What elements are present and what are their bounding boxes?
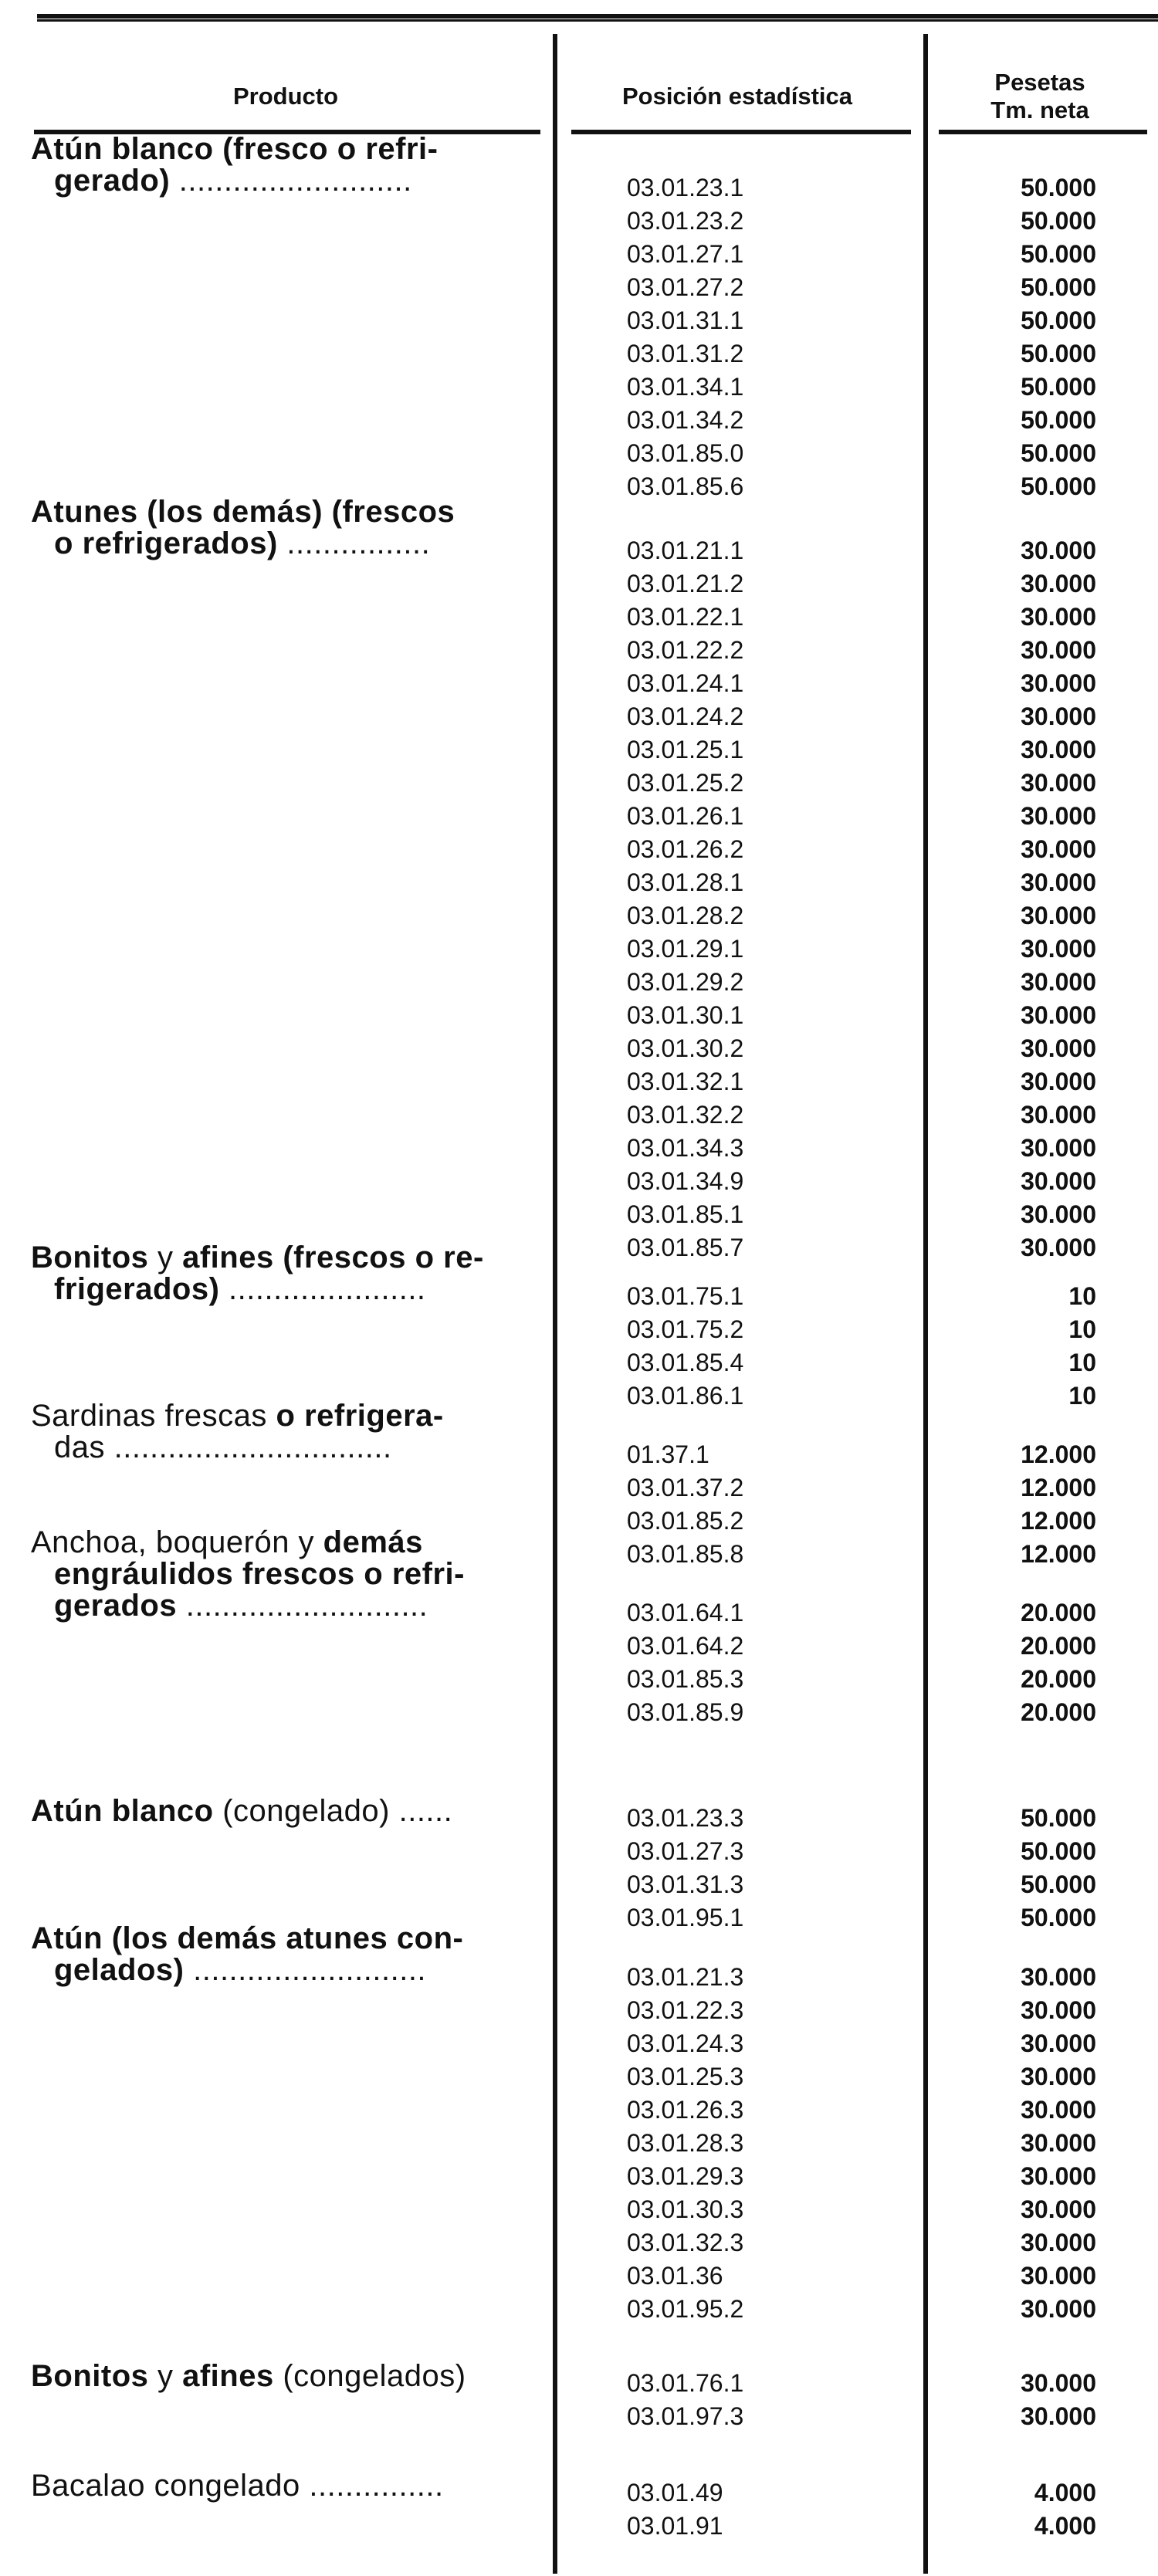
header-posicion (564, 54, 911, 139)
pesetas-value: 30.000 (1021, 1996, 1096, 2024)
product-name-line: frigerados) ...................... (54, 1272, 426, 1306)
pesetas-value: 50.000 (1021, 240, 1096, 268)
posicion-estadistica: 03.01.64.1 (627, 1599, 744, 1627)
pesetas-value: 30.000 (1021, 769, 1096, 797)
posicion-estadistica: 03.01.29.2 (627, 968, 744, 996)
posicion-estadistica: 03.01.85.9 (627, 1698, 744, 1726)
posicion-estadistica: 03.01.32.3 (627, 2229, 744, 2256)
pesetas-value: 12.000 (1021, 1507, 1096, 1535)
table-row (0, 171, 1158, 205)
pesetas-value: 20.000 (1021, 1599, 1096, 1627)
table-row (0, 1802, 1158, 1835)
header-posicion-label: Posición estadística (621, 83, 853, 110)
table-row (0, 833, 1158, 866)
top-double-rule (37, 14, 1158, 22)
table-row (0, 1313, 1158, 1346)
table-row (0, 1032, 1158, 1065)
posicion-estadistica: 01.37.1 (627, 1440, 709, 1468)
posicion-estadistica: 03.01.21.1 (627, 537, 744, 564)
table-row (0, 2260, 1158, 2293)
pesetas-value: 30.000 (1021, 1034, 1096, 1062)
pesetas-value: 50.000 (1021, 1904, 1096, 1931)
posicion-estadistica: 03.01.97.3 (627, 2402, 744, 2430)
product-name-line: Bonitos y afines (frescos o re- (31, 1241, 484, 1274)
table-row (0, 1663, 1158, 1696)
posicion-estadistica: 03.01.23.1 (627, 174, 744, 201)
pesetas-value: 50.000 (1021, 174, 1096, 201)
posicion-estadistica: 03.01.24.2 (627, 702, 744, 730)
pesetas-value: 50.000 (1021, 373, 1096, 401)
posicion-estadistica: 03.01.29.3 (627, 2162, 744, 2190)
table-row (0, 733, 1158, 767)
product-name-line: gelados) .......................... (54, 1953, 427, 1987)
pesetas-value: 30.000 (1021, 1963, 1096, 1991)
table-row (0, 1994, 1158, 2027)
table-row (0, 238, 1158, 271)
table-row (0, 205, 1158, 238)
pesetas-value: 30.000 (1021, 2029, 1096, 2057)
posicion-estadistica: 03.01.28.3 (627, 2129, 744, 2157)
pesetas-value: 30.000 (1021, 537, 1096, 564)
posicion-estadistica: 03.01.25.1 (627, 736, 744, 763)
header-pesetas (936, 54, 1144, 139)
posicion-estadistica: 03.01.85.8 (627, 1540, 744, 1568)
posicion-estadistica: 03.01.85.7 (627, 1234, 744, 1261)
table-row (0, 1346, 1158, 1379)
pesetas-value: 30.000 (1021, 902, 1096, 929)
table-row (0, 2160, 1158, 2193)
pesetas-value: 30.000 (1021, 2129, 1096, 2157)
posicion-estadistica: 03.01.32.1 (627, 1068, 744, 1095)
posicion-estadistica: 03.01.37.2 (627, 1474, 744, 1501)
pesetas-value: 50.000 (1021, 439, 1096, 467)
product-name-line: Bonitos y afines (congelados) (31, 2359, 466, 2393)
table-row (0, 1280, 1158, 1313)
table-row (0, 2094, 1158, 2127)
posicion-estadistica: 03.01.85.4 (627, 1349, 744, 1376)
product-name-line: Atún blanco (fresco o refri- (31, 132, 438, 166)
posicion-estadistica: 03.01.34.3 (627, 1134, 744, 1162)
product-name-line: gerado) .......................... (54, 164, 412, 198)
product-name-line: o refrigerados) ................ (54, 526, 431, 560)
table-row (0, 2367, 1158, 2400)
posicion-estadistica: 03.01.26.3 (627, 2096, 744, 2124)
table-row (0, 1596, 1158, 1630)
pesetas-value: 30.000 (1021, 2229, 1096, 2256)
table-row (0, 2027, 1158, 2060)
pesetas-value: 50.000 (1021, 306, 1096, 334)
pesetas-value: 50.000 (1021, 472, 1096, 500)
posicion-estadistica: 03.01.95.1 (627, 1904, 744, 1931)
product-name-line: Atún blanco (congelado) ...... (31, 1794, 453, 1828)
posicion-estadistica: 03.01.29.1 (627, 935, 744, 963)
pesetas-value: 30.000 (1021, 1101, 1096, 1129)
table-row (0, 2127, 1158, 2160)
table-row (0, 404, 1158, 437)
posicion-estadistica: 03.01.75.2 (627, 1315, 744, 1343)
posicion-estadistica: 03.01.26.1 (627, 802, 744, 830)
pesetas-value: 30.000 (1021, 968, 1096, 996)
table-row (0, 437, 1158, 470)
table-row (0, 271, 1158, 304)
pesetas-value: 30.000 (1021, 1134, 1096, 1162)
posicion-estadistica: 03.01.27.1 (627, 240, 744, 268)
header-rule-2 (571, 130, 911, 134)
pesetas-value: 30.000 (1021, 935, 1096, 963)
posicion-estadistica: 03.01.21.3 (627, 1963, 744, 1991)
product-name-line: das ............................... (54, 1430, 392, 1464)
table-row (0, 1098, 1158, 1132)
pesetas-value: 12.000 (1021, 1440, 1096, 1468)
posicion-estadistica: 03.01.85.2 (627, 1507, 744, 1535)
table-row (0, 1065, 1158, 1098)
pesetas-value: 10 (1068, 1282, 1096, 1310)
product-name-line: Atunes (los demás) (frescos (31, 495, 455, 529)
table-row (0, 371, 1158, 404)
pesetas-value: 50.000 (1021, 1837, 1096, 1865)
pesetas-value: 20.000 (1021, 1698, 1096, 1726)
table-row (0, 1438, 1158, 1471)
header-rule-3 (939, 130, 1147, 134)
table-row (0, 933, 1158, 966)
pesetas-value: 30.000 (1021, 669, 1096, 697)
posicion-estadistica: 03.01.36 (627, 2262, 723, 2290)
posicion-estadistica: 03.01.49 (627, 2479, 723, 2507)
product-name-line: Sardinas frescas o refrigera- (31, 1399, 444, 1433)
posicion-estadistica: 03.01.30.2 (627, 1034, 744, 1062)
table-row (0, 1961, 1158, 1994)
pesetas-value: 30.000 (1021, 570, 1096, 597)
pesetas-value: 30.000 (1021, 835, 1096, 863)
posicion-estadistica: 03.01.26.2 (627, 835, 744, 863)
table-row (0, 899, 1158, 933)
header-producto-label: Producto (232, 83, 339, 110)
posicion-estadistica: 03.01.30.1 (627, 1001, 744, 1029)
posicion-estadistica: 03.01.85.3 (627, 1665, 744, 1693)
table-row (0, 800, 1158, 833)
product-name-line: Bacalao congelado ............... (31, 2469, 444, 2503)
table-row (0, 1868, 1158, 1901)
pesetas-value: 12.000 (1021, 1474, 1096, 1501)
pesetas-value: 4.000 (1034, 2479, 1096, 2507)
table-row (0, 1198, 1158, 1231)
pesetas-value: 30.000 (1021, 868, 1096, 896)
pesetas-value: 12.000 (1021, 1540, 1096, 1568)
pesetas-value: 30.000 (1021, 2402, 1096, 2430)
product-name-line: Atún (los demás atunes con- (31, 1921, 464, 1955)
pesetas-value: 50.000 (1021, 1804, 1096, 1832)
pesetas-value: 30.000 (1021, 736, 1096, 763)
posicion-estadistica: 03.01.23.2 (627, 207, 744, 235)
posicion-estadistica: 03.01.27.2 (627, 273, 744, 301)
pesetas-value: 30.000 (1021, 802, 1096, 830)
table-row (0, 634, 1158, 667)
table-row (0, 601, 1158, 634)
posicion-estadistica: 03.01.28.1 (627, 868, 744, 896)
table-row (0, 866, 1158, 899)
posicion-estadistica: 03.01.64.2 (627, 1632, 744, 1660)
posicion-estadistica: 03.01.32.2 (627, 1101, 744, 1129)
posicion-estadistica: 03.01.30.3 (627, 2195, 744, 2223)
posicion-estadistica: 03.01.22.3 (627, 1996, 744, 2024)
pesetas-value: 30.000 (1021, 2063, 1096, 2090)
posicion-estadistica: 03.01.25.3 (627, 2063, 744, 2090)
pesetas-value: 20.000 (1021, 1665, 1096, 1693)
posicion-estadistica: 03.01.34.1 (627, 373, 744, 401)
posicion-estadistica: 03.01.25.2 (627, 769, 744, 797)
product-name-line: engráulidos frescos o refri- (54, 1557, 465, 1591)
table-row (0, 767, 1158, 800)
posicion-estadistica: 03.01.76.1 (627, 2369, 744, 2397)
table-row (0, 2510, 1158, 2543)
posicion-estadistica: 03.01.85.6 (627, 472, 744, 500)
table-row (0, 567, 1158, 601)
pesetas-value: 50.000 (1021, 1870, 1096, 1898)
posicion-estadistica: 03.01.21.2 (627, 570, 744, 597)
pesetas-value: 30.000 (1021, 1068, 1096, 1095)
posicion-estadistica: 03.01.23.3 (627, 1804, 744, 1832)
table-row (0, 1165, 1158, 1198)
posicion-estadistica: 03.01.31.3 (627, 1870, 744, 1898)
pesetas-value: 30.000 (1021, 2369, 1096, 2397)
pesetas-value: 50.000 (1021, 273, 1096, 301)
pesetas-value: 30.000 (1021, 603, 1096, 631)
pesetas-value: 50.000 (1021, 406, 1096, 434)
pesetas-value: 30.000 (1021, 2195, 1096, 2223)
pesetas-value: 30.000 (1021, 2295, 1096, 2323)
posicion-estadistica: 03.01.86.1 (627, 1382, 744, 1410)
posicion-estadistica: 03.01.31.1 (627, 306, 744, 334)
posicion-estadistica: 03.01.34.2 (627, 406, 744, 434)
table-row (0, 1630, 1158, 1663)
table-row (0, 667, 1158, 700)
pesetas-value: 30.000 (1021, 1200, 1096, 1228)
table-row (0, 1132, 1158, 1165)
table-row (0, 534, 1158, 567)
posicion-estadistica: 03.01.27.3 (627, 1837, 744, 1865)
table-row (0, 1835, 1158, 1868)
table-row (0, 1471, 1158, 1505)
table-row (0, 966, 1158, 999)
table-row (0, 2476, 1158, 2510)
pesetas-value: 30.000 (1021, 636, 1096, 664)
pesetas-value: 30.000 (1021, 2162, 1096, 2190)
pesetas-value: 4.000 (1034, 2512, 1096, 2540)
table-row (0, 2226, 1158, 2260)
header-producto (31, 54, 540, 139)
posicion-estadistica: 03.01.91 (627, 2512, 723, 2540)
table-row (0, 1696, 1158, 1729)
pesetas-value: 50.000 (1021, 207, 1096, 235)
table-row (0, 2400, 1158, 2433)
pesetas-value: 50.000 (1021, 340, 1096, 367)
header-pesetas-line1: Pesetas (994, 69, 1085, 96)
posicion-estadistica: 03.01.75.1 (627, 1282, 744, 1310)
product-name-line: gerados ........................... (54, 1589, 428, 1623)
table-row (0, 2193, 1158, 2226)
table-row (0, 2060, 1158, 2094)
header-pesetas-line2: Tm. neta (990, 96, 1089, 124)
posicion-estadistica: 03.01.24.3 (627, 2029, 744, 2057)
posicion-estadistica: 03.01.85.0 (627, 439, 744, 467)
posicion-estadistica: 03.01.22.2 (627, 636, 744, 664)
pesetas-value: 10 (1068, 1315, 1096, 1343)
posicion-estadistica: 03.01.34.9 (627, 1167, 744, 1195)
table-row (0, 700, 1158, 733)
pesetas-value: 10 (1068, 1382, 1096, 1410)
pesetas-value: 30.000 (1021, 1234, 1096, 1261)
table-row (0, 2293, 1158, 2326)
product-name-line: Anchoa, boquerón y demás (31, 1525, 423, 1559)
posicion-estadistica: 03.01.31.2 (627, 340, 744, 367)
pesetas-value: 30.000 (1021, 2262, 1096, 2290)
pesetas-value: 10 (1068, 1349, 1096, 1376)
pesetas-value: 30.000 (1021, 1167, 1096, 1195)
posicion-estadistica: 03.01.95.2 (627, 2295, 744, 2323)
table-row (0, 337, 1158, 371)
posicion-estadistica: 03.01.24.1 (627, 669, 744, 697)
posicion-estadistica: 03.01.22.1 (627, 603, 744, 631)
table-row (0, 999, 1158, 1032)
pesetas-value: 20.000 (1021, 1632, 1096, 1660)
table-row (0, 304, 1158, 337)
pesetas-value: 30.000 (1021, 1001, 1096, 1029)
pesetas-value: 30.000 (1021, 702, 1096, 730)
posicion-estadistica: 03.01.85.1 (627, 1200, 744, 1228)
pesetas-value: 30.000 (1021, 2096, 1096, 2124)
posicion-estadistica: 03.01.28.2 (627, 902, 744, 929)
